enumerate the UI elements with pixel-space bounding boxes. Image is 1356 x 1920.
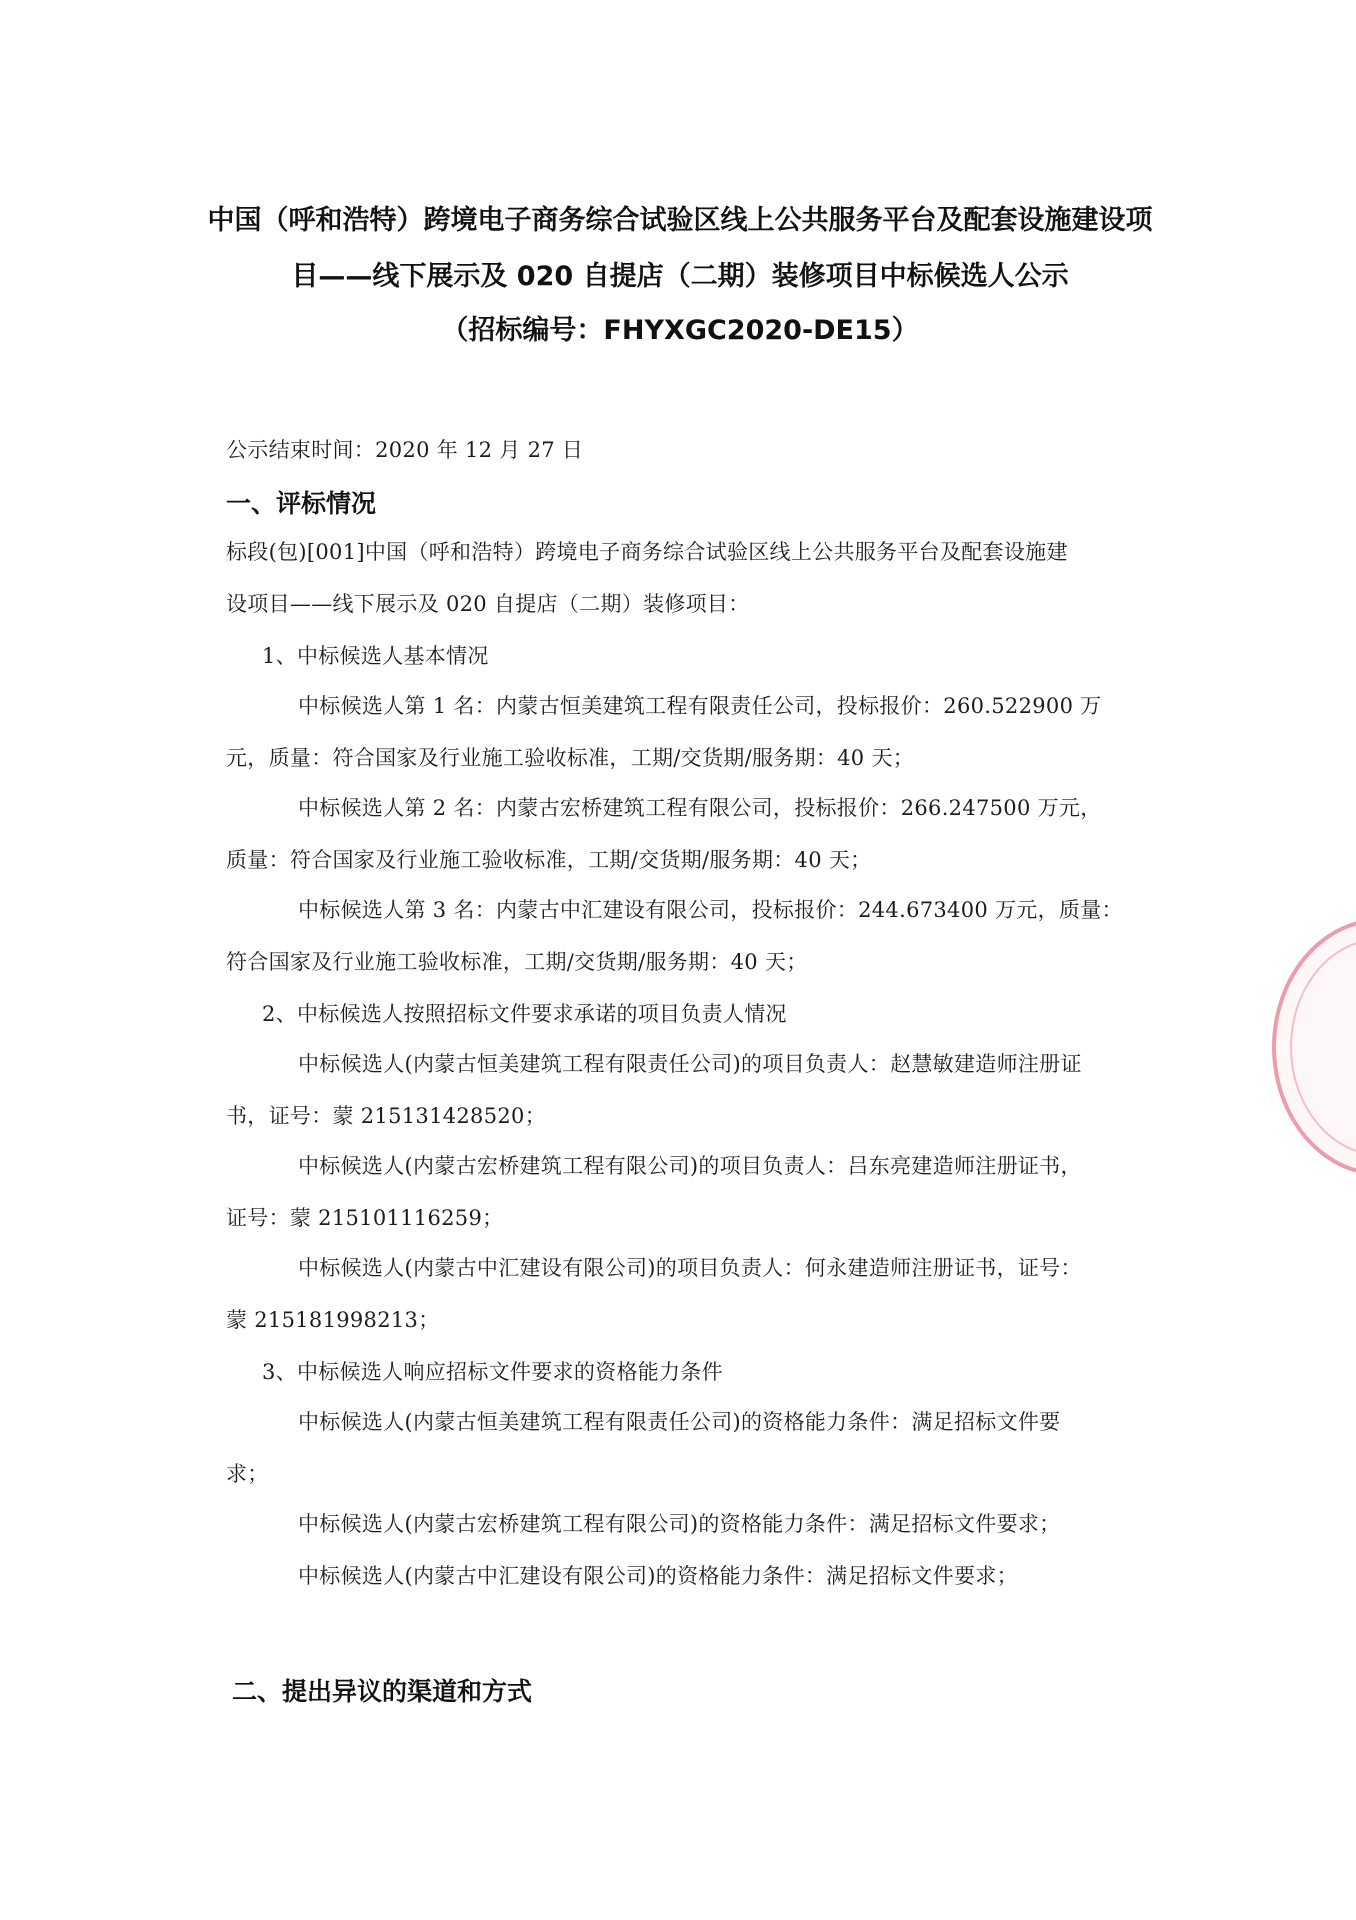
- paragraph-line: 中标候选人第 2 名：内蒙古宏桥建筑工程有限公司，投标报价：266.247500 万元，: [298, 796, 1102, 820]
- subsection-2-heading: 2、中标候选人按照招标文件要求承诺的项目负责人情况: [262, 1002, 787, 1026]
- official-seal-stamp: [1272, 918, 1356, 1176]
- paragraph-line: 中标候选人(内蒙古恒美建筑工程有限责任公司)的资格能力条件：满足招标文件要: [298, 1410, 1061, 1434]
- paragraph-line: 中标候选人(内蒙古中汇建设有限公司)的资格能力条件：满足招标文件要求；: [298, 1564, 1018, 1588]
- paragraph-line: 中标候选人(内蒙古宏桥建筑工程有限公司)的项目负责人：吕东亮建造师注册证书，: [298, 1154, 1082, 1178]
- section-1-intro-line: 标段(包)[001]中国（呼和浩特）跨境电子商务综合试验区线上公共服务平台及配套设施建: [226, 540, 1068, 564]
- paragraph-line: 中标候选人第 1 名：内蒙古恒美建筑工程有限责任公司，投标报价：260.522900 万: [298, 694, 1102, 718]
- seal-inner-ring: [1290, 938, 1356, 1156]
- paragraph-line: 蒙 215181998213；: [226, 1308, 440, 1332]
- document-title-line-1: 中国（呼和浩特）跨境电子商务综合试验区线上公共服务平台及配套设施建设项: [207, 205, 1153, 236]
- section-2-heading: 二、提出异议的渠道和方式: [232, 1677, 533, 1706]
- subsection-1-heading: 1、中标候选人基本情况: [262, 644, 489, 668]
- paragraph-line: 元，质量：符合国家及行业施工验收标准，工期/交货期/服务期：40 天；: [226, 746, 915, 770]
- paragraph-line: 中标候选人(内蒙古中汇建设有限公司)的项目负责人：何永建造师注册证书，证号：: [298, 1256, 1082, 1280]
- paragraph-line: 中标候选人第 3 名：内蒙古中汇建设有限公司，投标报价：244.673400 万元，质量：: [298, 898, 1123, 922]
- paragraph-line: 书，证号：蒙 215131428520；: [226, 1104, 547, 1128]
- section-1-intro-line: 设项目——线下展示及 020 自提店（二期）装修项目：: [226, 592, 750, 616]
- tender-number: （招标编号：FHYXGC2020-DE15）: [441, 315, 919, 346]
- paragraph-line: 质量：符合国家及行业施工验收标准，工期/交货期/服务期：40 天；: [226, 848, 872, 872]
- section-1-heading: 一、评标情况: [226, 489, 377, 518]
- subsection-3-heading: 3、中标候选人响应招标文件要求的资格能力条件: [262, 1360, 723, 1384]
- publicity-end-time: 公示结束时间：2020 年 12 月 27 日: [226, 438, 584, 462]
- document-title-line-2: 目——线下展示及 020 自提店（二期）装修项目中标候选人公示: [291, 261, 1069, 292]
- paragraph-line: 中标候选人(内蒙古宏桥建筑工程有限公司)的资格能力条件：满足招标文件要求；: [298, 1512, 1061, 1536]
- paragraph-line: 证号：蒙 215101116259；: [226, 1206, 504, 1230]
- paragraph-line: 中标候选人(内蒙古恒美建筑工程有限责任公司)的项目负责人：赵慧敏建造师注册证: [298, 1052, 1082, 1076]
- paragraph-line: 求；: [226, 1462, 269, 1486]
- paragraph-line: 符合国家及行业施工验收标准，工期/交货期/服务期：40 天；: [226, 950, 808, 974]
